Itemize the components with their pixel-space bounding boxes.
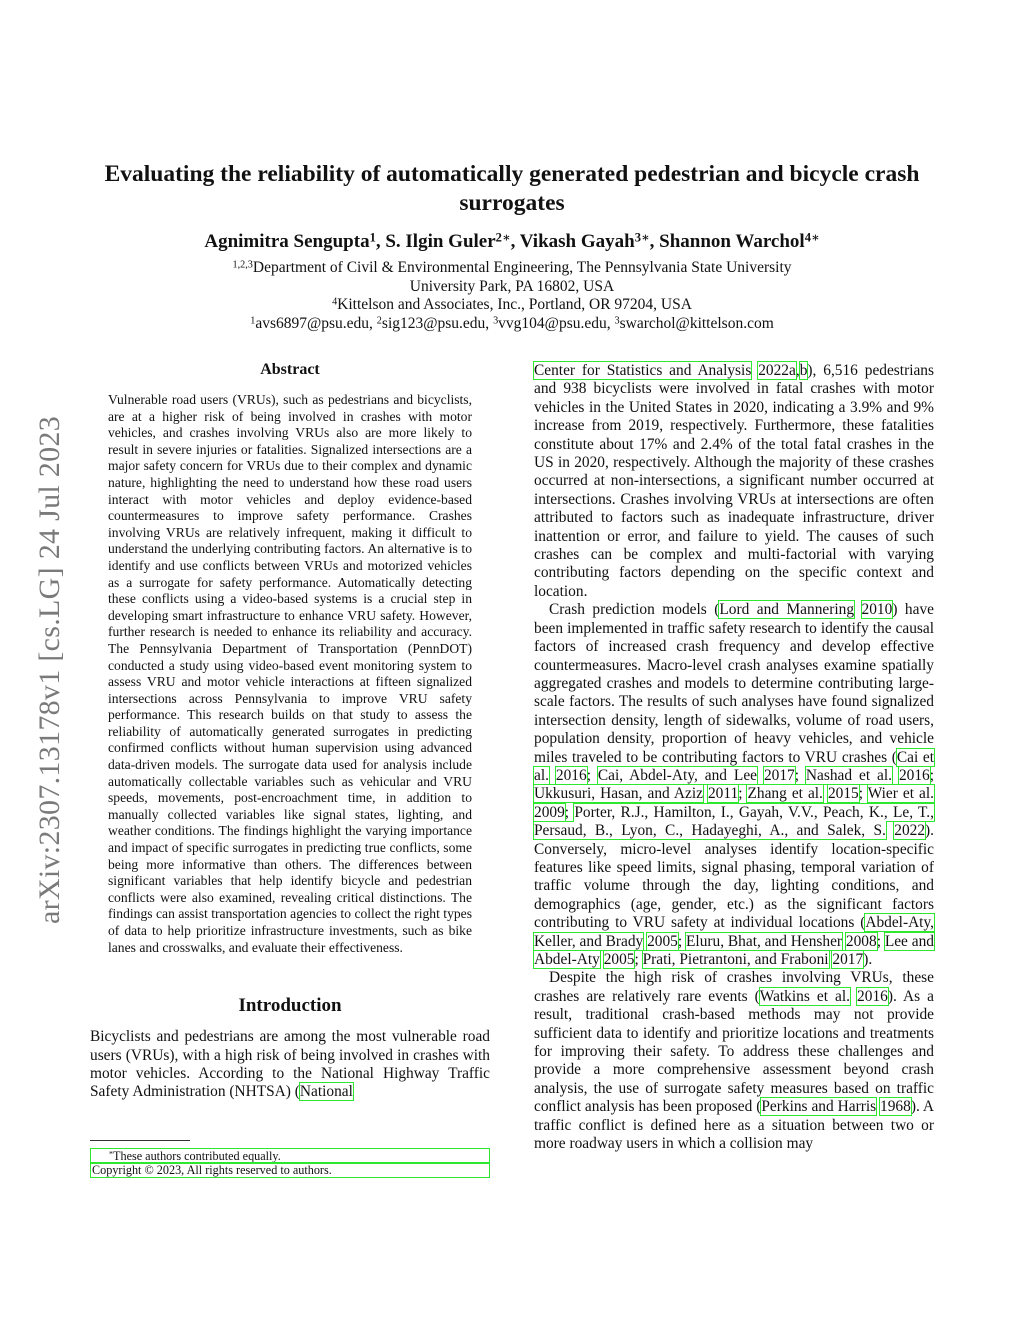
email-1-marker: 1	[250, 314, 256, 326]
affiliation-1-marker: 1,2,3	[232, 259, 253, 271]
citation-separator: ;	[677, 932, 687, 950]
affiliation-line-2: University Park, PA 16802, USA	[409, 277, 615, 295]
citation-link[interactable]: Nashad et al.	[805, 766, 892, 784]
citation-year-link[interactable]: 2017	[763, 766, 795, 784]
footnote-copyright[interactable]: Copyright © 2023, All rights reserved to authors.	[90, 1162, 490, 1178]
citation-separator: ;	[634, 951, 643, 968]
author-1-affil: 1	[369, 230, 376, 245]
citation-separator: ;	[858, 785, 868, 803]
citation-link[interactable]: Ukkusuri, Hasan, and Aziz	[534, 785, 703, 803]
introduction-heading: Introduction	[238, 995, 342, 1017]
author-emails	[70, 315, 954, 334]
author-4: Shannon Warchol	[659, 231, 805, 252]
intro-paragraph-1	[90, 1028, 490, 1102]
affiliation-3-marker: 4	[332, 296, 338, 308]
email-2[interactable]: sig123@psu.edu,	[381, 314, 494, 332]
affiliation-3-text: Kittelson and Associates, Inc., Portland, OR 97204, USA	[337, 296, 692, 313]
citation-link[interactable]: Abdel-Aty, Keller, and Brady	[534, 914, 934, 950]
email-4-marker: 3	[614, 314, 620, 326]
citation-year-link[interactable]: 2016	[857, 987, 888, 1005]
author-1: Agnimitra Sengupta	[204, 231, 370, 252]
citation-year-link[interactable]: 2005	[647, 932, 678, 950]
citation-link[interactable]: National	[299, 1083, 353, 1101]
email-3-marker: 3	[493, 314, 499, 326]
abstract-heading: Abstract	[260, 361, 320, 378]
citation-separator: ;	[564, 803, 575, 821]
citation-link[interactable]: Wier et al.	[867, 785, 934, 803]
paragraph-text: ).	[863, 951, 873, 968]
citation-separator: ;	[586, 766, 598, 784]
citation-link[interactable]: Watkins et al.	[759, 987, 850, 1005]
paragraph-text: ). A traffic conflict is defined here as a situation between two or more roadway users in which a collision may	[534, 1098, 934, 1153]
citation-link[interactable]: Porter, R.J., Hamilton, I., Gayah, V.V., Peach, K., Le, T., Persaud, B., Lyon, C., Hadayeghi, A., and Salek, S.	[534, 803, 934, 840]
email-4[interactable]: swarchol@kittelson.com	[619, 314, 774, 332]
arxiv-id: arXiv:2307.13178v1 [cs.LG] 24 Jul 2023	[33, 415, 66, 925]
paragraph-text: Crash prediction models (	[549, 601, 720, 619]
paragraph-text: ), 6,516 pedestrians and 938 bicyclists were involved in fatal crashes with motor vehicles in the United States in 2020, indicating a 3.9% and 9% increase from 2019, respectively. Furthermore, these fatalities constitute about 17% and 2.4% of the total fatal crashes in the US in 2020, respectively. Although the majority of these crashes occurred at non-intersections, a significant number occurred at intersections. Crashes involving VRUs at intersections are often attributed to factors such as inadequate infrastructure, driver inattention or error, and failure to yield. The causes of such crashes can be complex and multi-factorial with varying contributing factors depending on the specific context and location.	[534, 362, 934, 600]
abstract-text: Vulnerable road users (VRUs), such as pedestrians and bicyclists, are at a higher risk of being involved in crashes with motor vehicles, and crashes involving VRUs also are more likely to result in severe injuries or fatalities. Signalized intersections are a major safety concern for VRUs due to their complex and dynamic nature, highlighting the need to understand how these road users interact with motor vehicles and deploy evidence-based countermeasures to improve safety performance. Crashes involving VRUs are relatively infrequent, making it difficult to understand the underlying contributing factors. An alternative is to identify and use conflicts between VRUs and motorized vehicles as a surrogate for safety performance. Automatically detecting these conflicts using a video-based systems is a crucial step in developing smart infrastructure to enhance VRU safety. However, further research is needed to enhance its reliability and accuracy. The Pennsylvania Department of Transportation (PennDOT) conducted a study using video-based event monitoring system to assess VRU and motor vehicle interactions at fifteen signalized intersections across Pennsylvania to improve VRU safety performance. This research builds on that study to assess the reliability of automatically generated surrogates in predicting confirmed conflicts without human supervision using advanced data-driven models. The surrogate data used for analysis include automatically collectable variables such as vehicular and VRU speeds, movements, post-encroachment time, in addition to manually collected variables like signal states, lighting, and weather conditions. The findings highlight the varying importance and impact of specific surrogates in predicting true conflicts, some being more informative than others. The differences between significant variables that help identify bicycle and pedestrian conflicts were also examined, revealing critical distinctions. The findings can assist transportation agencies to collect the right types of data to help prioritize infrastructure investments, such as bike lanes and crosswalks, and evaluate their effectiveness.	[108, 392, 472, 955]
citation-year-link[interactable]: 2010	[861, 601, 893, 619]
citation-separator: ;	[738, 785, 748, 803]
footnote-divider	[90, 1140, 190, 1141]
affiliation-1-text: Department of Civil & Environmental Engineering, The Pennsylvania State University	[252, 259, 792, 276]
footnote-text: These authors contributed equally.	[113, 1149, 281, 1163]
affiliation-line-3	[70, 296, 954, 315]
citation-year-link[interactable]: 2008	[845, 932, 877, 950]
right-paragraph-3	[534, 969, 934, 1153]
citation-year-link[interactable]: 1968	[880, 1098, 911, 1116]
citation-year-link[interactable]: 2011	[707, 785, 739, 803]
paragraph-text: ). Conversely, micro-level analyses identify location-specific features like speed limits, signal phasing, temporal variation of traffic volume through the day, lighting conditions, and demographics (age, gender, etc.) as the significant factors contributing to VRU safety at individual locations (	[534, 822, 935, 932]
citation-year-link[interactable]: 2016	[898, 766, 930, 784]
email-1[interactable]: avs6897@psu.edu,	[255, 314, 377, 332]
citation-year-link[interactable]: 2005	[603, 951, 635, 968]
affiliations	[70, 259, 954, 333]
citation-year-link[interactable]: 2015	[827, 785, 859, 803]
right-paragraph-2	[534, 601, 934, 969]
citation-separator: ;	[929, 766, 934, 784]
citation-year-link[interactable]: 2016	[555, 766, 587, 784]
author-list: Agnimitra Sengupta$^1$, S. Ilgin Guler$^{2∗}$, Vikash Gayah$^{3∗}$, Shannon Warchol$^{4∗}$	[204, 230, 820, 252]
footnote-marker: *	[109, 1149, 114, 1159]
intro-p1-text: Bicyclists and pedestrians are among the most vulnerable road users (VRUs), with a high risk of being involved in crashes with motor vehicles. According to the National Highway Traffic Safety Administration (NHTSA) (	[90, 1028, 490, 1101]
citation-year-link[interactable]: 2022	[894, 822, 926, 840]
email-2-marker: 2	[376, 314, 382, 326]
citation-link[interactable]: Lee and Abdel-Aty	[534, 932, 934, 968]
citation-link[interactable]: Perkins and Harris	[761, 1098, 877, 1116]
arxiv-sidebar-stamp	[30, 365, 70, 975]
right-paragraph-1: Center for Statistics and Analysis 2022a,b), 6,516 pedestrians and 938 bicyclists were involved in fatal crashes with motor vehicles in the United States in 2020, indicating a 3.9% and 9% increase from 2019, respectively. Furthermore, these fatalities constitute about 17% and 2.4% of the total fatal crashes in the US in 2020, respectively. Although the majority of these crashes occurred at non-intersections, a significant number occurred at intersections. Crashes involving VRUs at intersections are often attributed to factors such as inadequate infrastructure, driver inattention or error, and failure to yield. The causes of such crashes can be complex and multi-factorial with varying contributing factors depending on the specific context and location.	[534, 362, 934, 600]
paragraph-text: ) have been implemented in traffic safety research to identify the causal factors of increased crash frequency and develop effective countermeasures. Macro-level crash analyses examine spatially aggregated crashes and models to determine contributing large-scale factors. The results of such analyses have found signalized intersection density, length of sidewalks, volume of road users, population density, proportion of heavy vehicles, and vehicle miles traveled to be contributing factors to VRU crashes (	[534, 601, 934, 766]
citation-link[interactable]: Eluru, Bhat, and Hensher	[686, 932, 843, 950]
citation-separator: ;	[794, 766, 806, 784]
citation-link[interactable]: Prati, Pietrantoni, and Fraboni	[642, 951, 829, 968]
author-2: S. Ilgin Guler	[385, 231, 496, 252]
citation-link[interactable]: Cai et al.	[534, 748, 934, 784]
citation-link[interactable]: Cai, Abdel-Aty, and Lee	[597, 766, 757, 784]
citation-separator: ;	[876, 932, 885, 950]
paper-title: Evaluating the reliability of automatically generated pedestrian and bicycle crash surrogates	[104, 161, 920, 216]
author-3: Vikash Gayah	[519, 231, 635, 252]
author-3-affil: 3∗	[634, 230, 650, 245]
citation-year-link[interactable]: 2009	[534, 803, 565, 821]
author-2-affil: 2∗	[495, 230, 511, 245]
author-4-affil: 4∗	[804, 230, 820, 245]
citation-year-link[interactable]: 2017	[832, 951, 864, 968]
citation-year-link[interactable]: b	[799, 362, 808, 379]
left-column	[90, 360, 490, 1102]
paragraph-text: ). As a result, traditional crash-based methods may not provide sufficient data to identify and prioritize locations and treatments for improving their safety. To address these challenges and provide a more comprehensive assessment beyond crash analysis, the use of surrogate safety measures based on traffic conflict analysis has been proposed (	[534, 987, 934, 1116]
citation-year-link[interactable]: 2022a	[758, 362, 796, 379]
citation-link[interactable]: Lord and Mannering	[719, 601, 855, 619]
right-column	[534, 362, 934, 1153]
paragraph-text: Despite the high risk of crashes involving VRUs, these crashes are relatively rare events (	[534, 969, 934, 1005]
affiliation-line-1	[70, 259, 954, 278]
citation-link[interactable]: Center for Statistics and Analysis	[534, 362, 752, 379]
citation-link[interactable]: Zhang et al.	[747, 785, 823, 803]
email-3[interactable]: vvg104@psu.edu,	[498, 314, 615, 332]
